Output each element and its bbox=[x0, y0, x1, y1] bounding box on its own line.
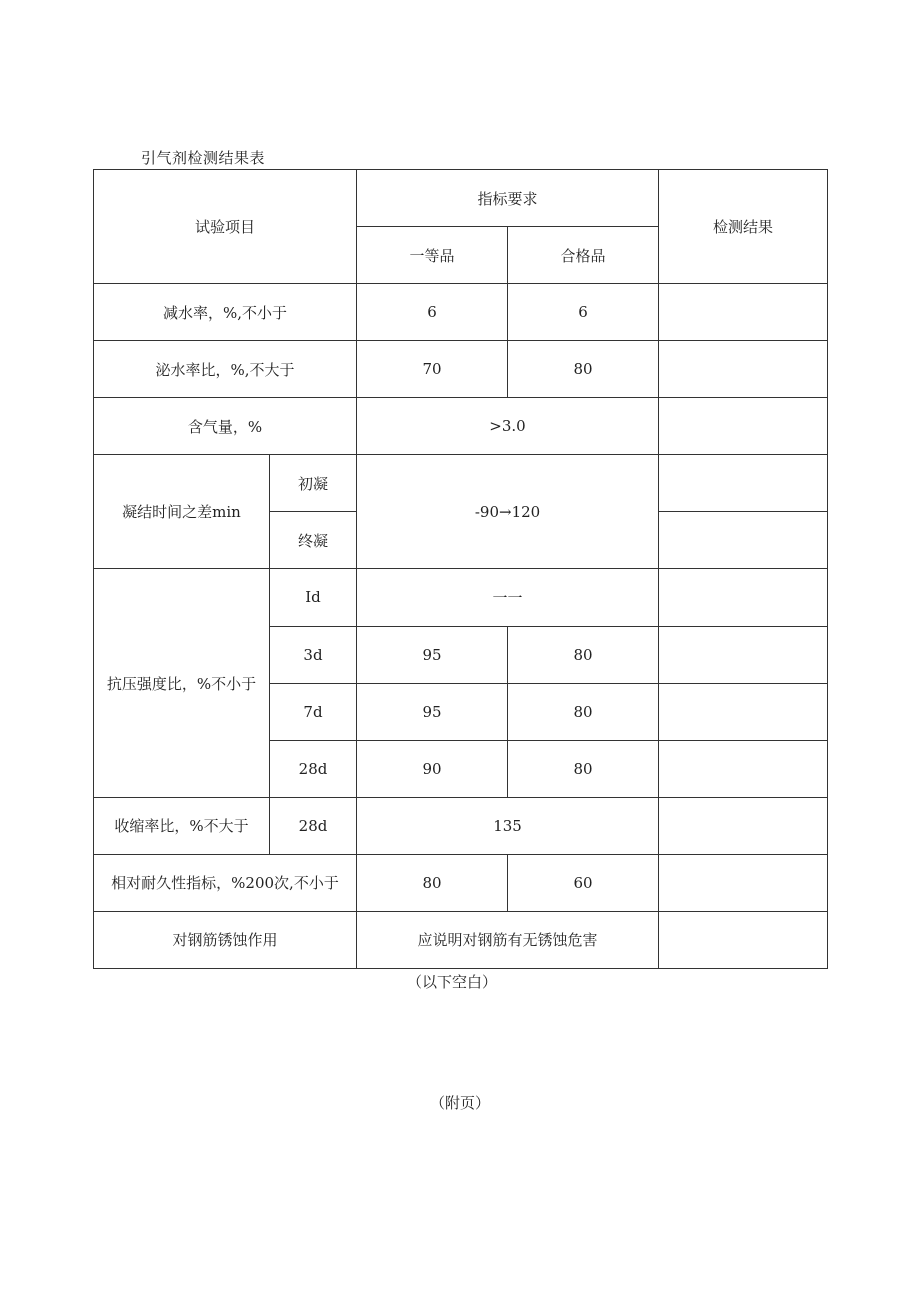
age-label: 28d bbox=[270, 740, 357, 797]
age-label: 28d bbox=[270, 797, 357, 854]
first-grade-value: 80 bbox=[357, 854, 508, 911]
row-label: 减水率，%,不小于 bbox=[94, 284, 357, 341]
qualified-value: 80 bbox=[508, 740, 659, 797]
age-label: 3d bbox=[270, 626, 357, 683]
header-qualified: 合格品 bbox=[508, 227, 659, 284]
table-row bbox=[94, 569, 828, 626]
table-header-row bbox=[94, 170, 828, 227]
result-cell bbox=[659, 398, 828, 455]
table-row bbox=[94, 284, 828, 341]
result-cell bbox=[659, 569, 828, 626]
table-caption: 引气剂检测结果表 bbox=[141, 149, 266, 167]
first-grade-value: 70 bbox=[357, 341, 508, 398]
row-label: 抗压强度比，%不小于 bbox=[94, 569, 270, 797]
qualified-value: 80 bbox=[508, 341, 659, 398]
result-cell bbox=[659, 284, 828, 341]
result-cell bbox=[659, 911, 828, 968]
result-cell bbox=[659, 455, 828, 512]
row-label: 含气量，% bbox=[94, 398, 357, 455]
table-row bbox=[94, 854, 828, 911]
requirement-value: 135 bbox=[357, 797, 659, 854]
qualified-value: 80 bbox=[508, 683, 659, 740]
sub-item-label: 终凝 bbox=[270, 512, 357, 569]
result-cell bbox=[659, 626, 828, 683]
first-grade-value: 6 bbox=[357, 284, 508, 341]
row-label: 凝结时间之差min bbox=[94, 455, 270, 569]
result-cell bbox=[659, 740, 828, 797]
table-row bbox=[94, 398, 828, 455]
age-label: 7d bbox=[270, 683, 357, 740]
table-row bbox=[94, 797, 828, 854]
table-row bbox=[94, 455, 828, 512]
requirement-value: 应说明对钢筋有无锈蚀危害 bbox=[357, 911, 659, 968]
row-label: 收缩率比，%不大于 bbox=[94, 797, 270, 854]
qualified-value: 80 bbox=[508, 626, 659, 683]
row-label: 相对耐久性指标，%200次,不小于 bbox=[94, 854, 357, 911]
test-result-table bbox=[93, 169, 828, 969]
age-label: Id bbox=[270, 569, 357, 626]
result-cell bbox=[659, 341, 828, 398]
header-requirement: 指标要求 bbox=[357, 170, 659, 227]
requirement-value: 一一 bbox=[357, 569, 659, 626]
header-first-grade: 一等品 bbox=[357, 227, 508, 284]
requirement-value: >3.0 bbox=[357, 398, 659, 455]
result-cell bbox=[659, 854, 828, 911]
result-cell bbox=[659, 512, 828, 569]
table-row bbox=[94, 911, 828, 968]
first-grade-value: 95 bbox=[357, 626, 508, 683]
result-cell bbox=[659, 797, 828, 854]
row-label: 对钢筋锈蚀作用 bbox=[94, 911, 357, 968]
qualified-value: 60 bbox=[508, 854, 659, 911]
requirement-value: -90→120 bbox=[357, 455, 659, 569]
appendix-note: （附页） bbox=[429, 1094, 490, 1112]
table-row bbox=[94, 341, 828, 398]
first-grade-value: 90 bbox=[357, 740, 508, 797]
header-result: 检测结果 bbox=[659, 170, 828, 284]
blank-below-note: （以下空白） bbox=[406, 973, 497, 991]
qualified-value: 6 bbox=[508, 284, 659, 341]
sub-item-label: 初凝 bbox=[270, 455, 357, 512]
header-test-item: 试验项目 bbox=[94, 170, 357, 284]
result-cell bbox=[659, 683, 828, 740]
row-label: 泌水率比，%,不大于 bbox=[94, 341, 357, 398]
first-grade-value: 95 bbox=[357, 683, 508, 740]
